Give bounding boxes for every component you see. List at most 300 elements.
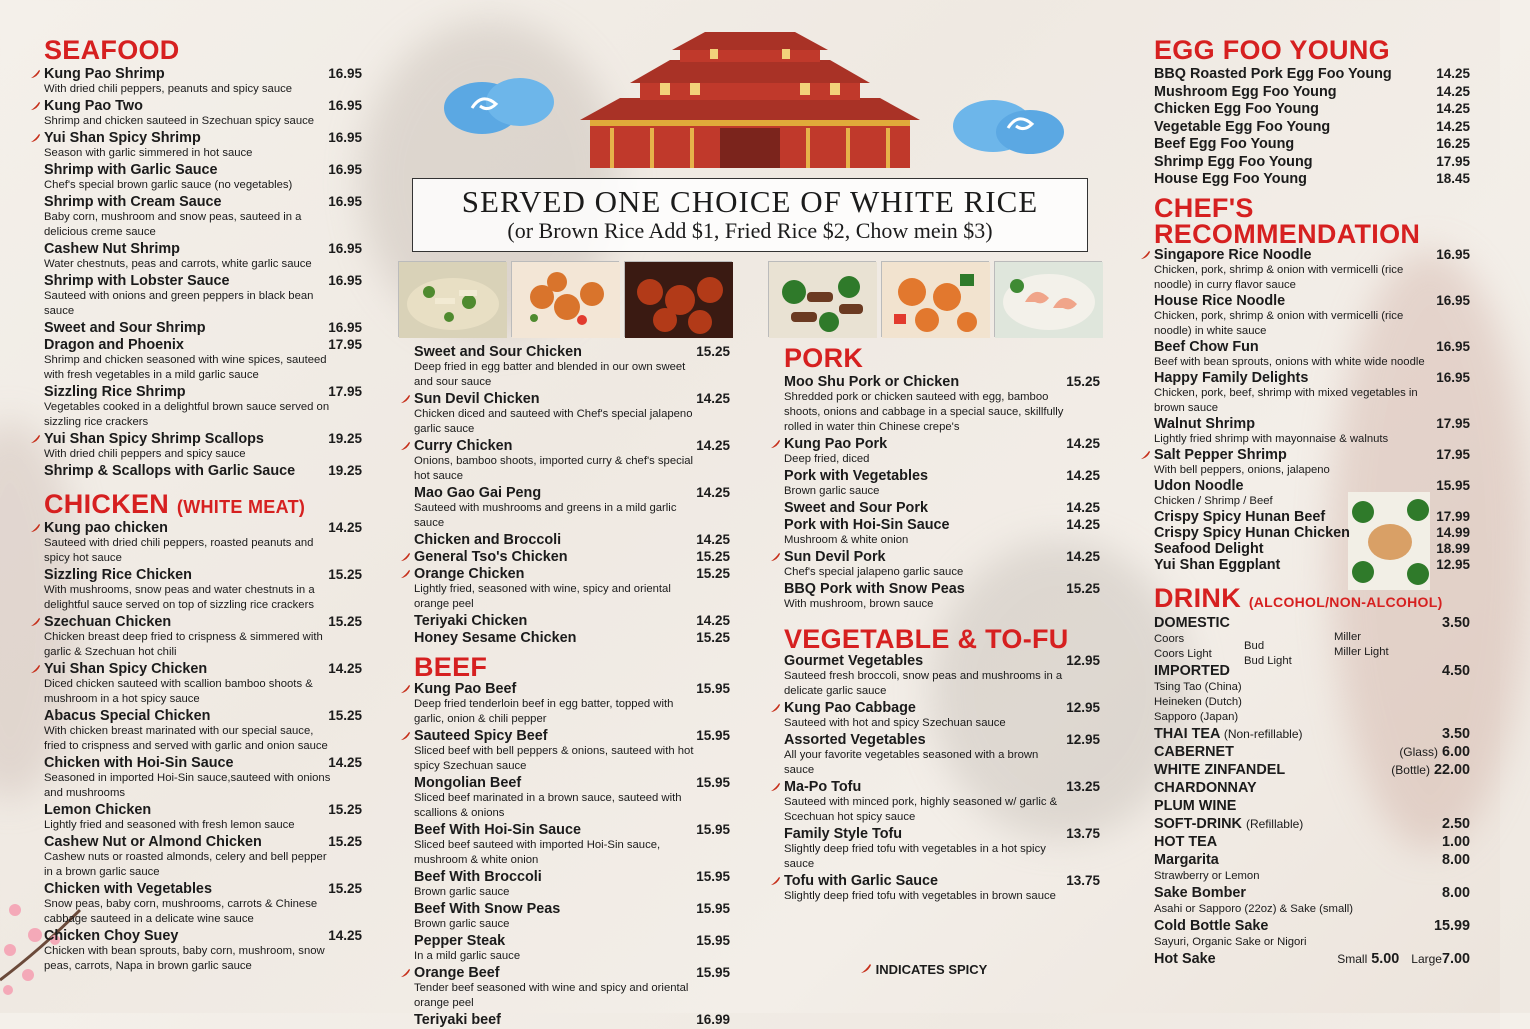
menu-item-name: Pork with Vegetables <box>784 468 928 484</box>
drink-price: 1.00 <box>1441 834 1470 850</box>
menu-item-name: Mongolian Beef <box>414 775 522 791</box>
chili-pepper-icon <box>30 523 41 533</box>
menu-item-price: 15.25 <box>696 630 730 645</box>
menu-item-price: 14.25 <box>328 928 362 943</box>
drink-price: 5.00 <box>1371 951 1400 967</box>
menu-item-description: With mushrooms, snow peas and water chestnuts in a delightful sauce served on top of sizzling rice crackers <box>44 584 315 611</box>
menu-item-price: 15.95 <box>696 728 730 743</box>
drink-white-zinfandel <box>1154 761 1470 779</box>
menu-item <box>770 732 1100 778</box>
menu-item-name: Chicken with Hoi-Sin Sauce <box>44 755 234 771</box>
menu-item-price: 16.95 <box>1436 339 1470 354</box>
drink-price: 7.00 <box>1441 951 1470 967</box>
menu-item <box>400 728 730 774</box>
menu-item-name: Sweet and Sour Shrimp <box>44 320 206 336</box>
menu-item-description: Deep fried tenderloin beef in egg batter, topped with garlic, onion & chili pepper <box>414 698 674 725</box>
menu-item-description: Vegetables cooked in a delightful brown sauce served on sizzling rice crackers <box>44 401 330 428</box>
menu-item-name: Shrimp with Cream Sauce <box>44 194 222 210</box>
menu-item-price: 14.25 <box>1066 549 1100 564</box>
brand: Heineken (Dutch) <box>1154 696 1242 708</box>
drink-domestic <box>1154 614 1470 632</box>
menu-item-price: 16.95 <box>328 320 362 335</box>
menu-item <box>400 485 730 531</box>
menu-item <box>400 822 730 868</box>
menu-item-description: Shrimp and chicken seasoned with wine spices, sauteed with fresh vegetables in a mild garlic sauce <box>44 354 327 381</box>
menu-item-name: Honey Sesame Chicken <box>414 630 577 646</box>
drink-desc: Asahi or Sapporo (22oz) & Sake (small) <box>1154 903 1354 915</box>
food-photo-sweet-sour <box>511 261 619 337</box>
menu-item <box>400 933 730 964</box>
chili-pepper-icon <box>400 394 411 404</box>
menu-item-description: Sauteed with mushrooms and greens in a mild garlic sauce <box>414 502 677 529</box>
menu-item-price: 14.25 <box>1436 83 1470 99</box>
menu-item-name: Cashew Nut Shrimp <box>44 241 180 257</box>
menu-item-name: Orange Chicken <box>414 566 525 582</box>
menu-item <box>1140 339 1470 370</box>
chef-title <box>1154 195 1470 247</box>
drink-soft-drink <box>1154 815 1470 833</box>
menu-item-price: 19.25 <box>328 463 362 478</box>
menu-item-name: Yui Shan Spicy Chicken <box>44 661 208 677</box>
menu-item-name: Shrimp Egg Foo Young <box>1154 153 1313 170</box>
menu-item-description: Brown garlic sauce <box>414 886 510 898</box>
menu-item-price: 15.25 <box>328 881 362 896</box>
menu-item-price: 14.25 <box>1066 468 1100 483</box>
menu-item-price: 14.25 <box>696 485 730 500</box>
menu-item-name: Tofu with Garlic Sauce <box>784 873 939 889</box>
menu-item-description: Sliced beef sauteed with imported Hoi-Sin sauce, mushroom & white onion <box>414 839 661 866</box>
vegetable-list <box>770 653 1100 904</box>
drink-title <box>1154 585 1470 612</box>
menu-item-name: Orange Beef <box>414 965 500 981</box>
food-photo-sweet-sour-pork <box>881 261 989 337</box>
menu-item-name: Kung Pao Beef <box>414 681 517 697</box>
menu-item-name: Shrimp & Scallops with Garlic Sauce <box>44 463 296 479</box>
menu-item-description: Tender beef seasoned with wine and spicy and oriental orange peel <box>414 982 689 1009</box>
drink-note: (Refillable) <box>1245 817 1304 831</box>
menu-item-price: 16.95 <box>328 66 362 81</box>
menu-item-price: 15.25 <box>696 344 730 359</box>
drink-label: CABERNET <box>1154 744 1234 760</box>
menu-item-name: Sweet and Sour Pork <box>784 500 928 516</box>
chili-pepper-icon <box>770 876 781 886</box>
menu-item-price: 16.95 <box>328 241 362 256</box>
menu-item <box>1140 447 1470 478</box>
menu-item-price: 14.25 <box>696 391 730 406</box>
menu-item <box>30 130 362 161</box>
drink-label: HOT TEA <box>1154 834 1218 850</box>
menu-item-description: Baby corn, mushroom and snow peas, sauteed in a delicious creme sauce <box>44 211 302 238</box>
menu-item-name: Sizzling Rice Chicken <box>44 567 192 583</box>
menu-item <box>1140 478 1470 509</box>
drink-label: SOFT-DRINK <box>1154 816 1242 832</box>
menu-item-name: Szechuan Chicken <box>44 614 172 630</box>
menu-item <box>30 881 362 927</box>
menu-item-description: Chef's special brown garlic sauce (no vegetables) <box>44 179 293 191</box>
menu-item <box>30 162 362 193</box>
menu-item-price: 15.25 <box>328 802 362 817</box>
cloud-right <box>948 92 1068 162</box>
menu-item-name: BBQ Pork with Snow Peas <box>784 581 965 597</box>
menu-item-price: 15.95 <box>696 869 730 884</box>
menu-item-price: 16.99 <box>696 1012 730 1027</box>
menu-item-price: 17.95 <box>1436 416 1470 431</box>
menu-item <box>400 566 730 612</box>
menu-item <box>30 463 362 479</box>
menu-item-description: Onions, bamboo shoots, imported curry & chef's special hot sauce <box>414 455 694 482</box>
menu-item-description: Mushroom & white onion <box>784 534 909 546</box>
menu-item <box>30 431 362 462</box>
drink-title-text: DRINK <box>1154 583 1241 613</box>
menu-item <box>30 66 362 97</box>
chili-pepper-icon <box>400 569 411 579</box>
menu-item-price: 15.25 <box>328 567 362 582</box>
menu-item <box>30 320 362 336</box>
drink-list <box>1140 614 1470 968</box>
menu-item-name: Beef With Snow Peas <box>414 901 561 917</box>
column-4 <box>1140 37 1470 968</box>
menu-item-price: 14.25 <box>1436 101 1470 116</box>
food-photo-shrimp <box>994 261 1102 337</box>
drink-imported-brands <box>1154 680 1470 725</box>
chili-pepper-icon <box>400 552 411 562</box>
menu-item-name: Sweet and Sour Chicken <box>414 344 582 360</box>
menu-item <box>1140 66 1470 82</box>
drink-price: 2.50 <box>1441 816 1470 832</box>
menu-item-name: Curry Chicken <box>414 438 513 454</box>
menu-item-name: Cashew Nut or Almond Chicken <box>44 834 262 850</box>
drink-cabernet <box>1154 743 1470 761</box>
menu-item <box>770 549 1100 580</box>
menu-item-name: Beef With Hoi-Sin Sauce <box>414 822 581 838</box>
menu-item <box>400 965 730 1011</box>
menu-item-description: Beef with bean sprouts, onions with white wide noodle <box>1154 356 1425 368</box>
food-photo-chicken <box>398 261 506 337</box>
menu-item-name: Assorted Vegetables <box>784 732 926 748</box>
menu-item-price: 18.45 <box>1436 171 1470 186</box>
menu-item-price: 18.99 <box>1436 541 1470 556</box>
chicken-title-text: CHICKEN <box>44 489 170 519</box>
menu-item-name: House Rice Noodle <box>1154 293 1286 309</box>
chef-title-line1: CHEF'S <box>1154 193 1254 223</box>
menu-item-name: BBQ Roasted Pork Egg Foo Young <box>1154 66 1392 82</box>
brand: Sapporo (Japan) <box>1154 711 1239 723</box>
menu-item-name: Chicken Egg Foo Young <box>1154 101 1319 117</box>
menu-item <box>30 98 362 129</box>
seafood-list <box>30 66 362 479</box>
menu-item-name: Chicken and Broccoli <box>414 532 562 548</box>
chili-pepper-icon <box>400 731 411 741</box>
drink-price: 15.99 <box>1433 918 1470 934</box>
chicken-title-sub: (WHITE MEAT) <box>176 497 306 517</box>
menu-item-price: 15.25 <box>328 708 362 723</box>
menu-item <box>770 700 1100 731</box>
menu-item-name: Family Style Tofu <box>784 826 903 842</box>
menu-item-price: 14.25 <box>1066 436 1100 451</box>
menu-item <box>400 438 730 484</box>
menu-item-description: Sauteed with minced pork, highly seasoned w/ garlic & Scechuan hot spicy sauce <box>784 796 1058 823</box>
menu-item-price: 13.75 <box>1066 826 1100 841</box>
menu-item-name: Teriyaki Chicken <box>414 613 528 629</box>
menu-item <box>1140 119 1470 135</box>
menu-item-description: Shrimp and chicken sauteed in Szechuan spicy sauce <box>44 115 315 127</box>
menu-item-name: Kung Pao Cabbage <box>784 700 916 716</box>
menu-item-name: Mao Gao Gai Peng <box>414 485 542 501</box>
menu-item-description: Sauteed fresh broccoli, snow peas and mushrooms in a delicate garlic sauce <box>784 670 1063 697</box>
menu-item-price: 17.95 <box>328 337 362 352</box>
menu-item <box>1140 101 1470 117</box>
menu-item-description: With chicken breast marinated with our special sauce, fried to crispness and served with garlic and onion sauce <box>44 725 328 752</box>
chili-pepper-icon <box>770 782 781 792</box>
drink-cold-sake <box>1154 917 1470 935</box>
drink-label: THAI TEA <box>1154 726 1220 742</box>
egg-foo-young-title: EGG FOO YOUNG <box>1154 35 1390 65</box>
chili-pepper-icon <box>30 69 41 79</box>
menu-item <box>400 344 730 390</box>
column-1 <box>30 37 362 975</box>
menu-item-description: Water chestnuts, peas and carrots, white garlic sauce <box>44 258 312 270</box>
menu-item-price: 12.95 <box>1066 732 1100 747</box>
menu-item-price: 13.25 <box>1066 779 1100 794</box>
menu-item-name: Chicken Choy Suey <box>44 928 179 944</box>
menu-item <box>30 834 362 880</box>
menu-item-price: 14.25 <box>1436 118 1470 134</box>
drink-thai-tea <box>1154 725 1470 743</box>
brand: Miller Light <box>1334 646 1389 658</box>
pork-list <box>770 374 1100 612</box>
drink-label: WHITE ZINFANDEL <box>1154 762 1286 778</box>
menu-item-price: 17.95 <box>1436 153 1470 169</box>
menu-item <box>30 273 362 319</box>
drink-note: (Non-refillable) <box>1223 727 1303 741</box>
menu-item-price: 16.95 <box>328 194 362 209</box>
beef-title: BEEF <box>414 652 488 682</box>
menu-item-name: Yui Shan Spicy Shrimp Scallops <box>44 431 264 447</box>
chili-pepper-icon <box>1140 450 1151 460</box>
menu-item-description: With dried chili peppers and spicy sauce <box>44 448 246 460</box>
menu-item-description: Lightly fried shrimp with mayonnaise & walnuts <box>1154 433 1389 445</box>
menu-item-price: 14.25 <box>328 755 362 770</box>
rice-banner-line2: (or Brown Rice Add $1, Fried Rice $2, Chow mein $3) <box>507 218 993 243</box>
rice-banner <box>412 178 1088 252</box>
menu-item-description: Chicken, pork, beef, shrimp with mixed vegetables in brown sauce <box>1154 387 1418 414</box>
chili-pepper-icon <box>30 434 41 444</box>
menu-item-description: Deep fried, diced <box>784 453 870 465</box>
menu-item <box>30 520 362 566</box>
drink-price: 8.00 <box>1441 885 1470 901</box>
menu-item-name: Dragon and Phoenix <box>44 337 184 353</box>
drink-size-label: Large <box>1411 952 1442 966</box>
menu-item-price: 16.95 <box>328 162 362 177</box>
drink-note: (Glass) <box>1399 745 1438 759</box>
menu-item-name: Kung pao chicken <box>44 520 168 536</box>
menu-item-name: Sun Devil Pork <box>784 549 886 565</box>
menu-item-price: 15.95 <box>696 933 730 948</box>
menu-item-name: Yui Shan Eggplant <box>1154 557 1281 573</box>
menu-item-name: Kung Pao Pork <box>784 436 888 452</box>
menu-item-name: Udon Noodle <box>1154 478 1244 494</box>
menu-item <box>400 1012 730 1028</box>
column-3 <box>770 345 1100 905</box>
menu-item-price: 17.99 <box>1436 509 1470 524</box>
chili-pepper-icon <box>400 968 411 978</box>
menu-item <box>1140 84 1470 100</box>
spicy-legend <box>860 962 987 977</box>
drink-domestic-brands <box>1154 631 1470 667</box>
food-photo-general-tso <box>624 261 732 337</box>
menu-item-price: 12.95 <box>1066 653 1100 668</box>
menu-item-price: 16.95 <box>328 98 362 113</box>
drink-desc: Sayuri, Organic Sake or Nigori <box>1154 936 1307 948</box>
drink-imported-label: IMPORTED <box>1154 663 1230 679</box>
drink-price: 6.00 <box>1441 744 1470 760</box>
menu-item-price: 15.25 <box>1066 581 1100 596</box>
menu-item-name: Vegetable Egg Foo Young <box>1154 118 1331 135</box>
drink-imported <box>1154 662 1470 680</box>
menu-item-price: 15.25 <box>328 614 362 629</box>
menu-item-description: Chicken / Shrimp / Beef <box>1154 495 1273 507</box>
drink-domestic-label: DOMESTIC <box>1154 615 1230 631</box>
menu-item-name: General Tso's Chicken <box>414 549 568 565</box>
menu-item-price: 14.25 <box>696 613 730 628</box>
menu-item-description: Deep fried in egg batter and blended in our own sweet and sour sauce <box>414 361 686 388</box>
menu-item-description: Snow peas, baby corn, mushrooms, carrots & Chinese cabbage sauteed in a delicate wine sauce <box>44 898 318 925</box>
menu-item <box>1140 171 1470 187</box>
egg-foo-young-list <box>1140 66 1470 187</box>
menu-item-description: Chicken with bean sprouts, baby corn, mushroom, snow peas, carrots, Napa in brown garlic sauce <box>44 945 325 972</box>
chili-pepper-icon <box>1140 250 1151 260</box>
chili-pepper-icon <box>860 963 872 974</box>
menu-item-name: Sizzling Rice Shrimp <box>44 384 186 400</box>
menu-item-price: 15.25 <box>696 549 730 564</box>
chili-pepper-icon <box>770 552 781 562</box>
menu-item-name: Yui Shan Spicy Shrimp <box>44 130 201 146</box>
menu-item-price: 15.25 <box>696 566 730 581</box>
menu-item <box>30 661 362 707</box>
menu-item-price: 14.25 <box>696 532 730 547</box>
menu-item <box>30 802 362 833</box>
menu-item <box>400 775 730 821</box>
menu-item <box>1140 525 1470 541</box>
menu-item-description: Brown garlic sauce <box>784 485 880 497</box>
menu-item-price: 15.95 <box>696 681 730 696</box>
menu-item <box>1140 247 1470 293</box>
spicy-legend-text: INDICATES SPICY <box>875 962 988 977</box>
menu-item-price: 15.25 <box>1066 374 1100 389</box>
menu-item <box>770 826 1100 872</box>
drink-chardonnay <box>1154 779 1470 797</box>
menu-item-description: With bell peppers, onions, jalapeno <box>1154 464 1330 476</box>
menu-item <box>30 384 362 430</box>
menu-item-description: With dried chili peppers, peanuts and spicy sauce <box>44 83 293 95</box>
pagoda-illustration <box>580 28 920 168</box>
chili-pepper-icon <box>770 703 781 713</box>
menu-item-description: Cashew nuts or roasted almonds, celery and bell pepper in a brown garlic sauce <box>44 851 327 878</box>
menu-item-price: 14.25 <box>328 520 362 535</box>
menu-item <box>1140 370 1470 416</box>
menu-item-description: Lightly fried and seasoned with fresh lemon sauce <box>44 819 295 831</box>
menu-item-name: Beef Chow Fun <box>1154 339 1259 355</box>
menu-item-description: Sauteed with onions and green peppers in black bean sauce <box>44 290 314 317</box>
menu-item <box>400 869 730 900</box>
menu-item <box>770 517 1100 548</box>
drink-domestic-price: 3.50 <box>1441 615 1470 631</box>
menu-item-name: Mushroom Egg Foo Young <box>1154 83 1337 100</box>
chili-pepper-icon <box>30 133 41 143</box>
chili-pepper-icon <box>30 101 41 111</box>
menu-item <box>770 500 1100 516</box>
menu-item-name: Beef Egg Foo Young <box>1154 136 1295 152</box>
menu-item-description: With mushroom, brown sauce <box>784 598 934 610</box>
drink-label: Sake Bomber <box>1154 885 1246 901</box>
menu-item-description: Sauteed with hot and spicy Szechuan sauce <box>784 717 1006 729</box>
menu-item <box>30 928 362 974</box>
drink-title-sub: (ALCOHOL/NON-ALCOHOL) <box>1248 594 1443 610</box>
menu-item <box>400 532 730 548</box>
menu-item-price: 16.95 <box>1436 247 1470 262</box>
menu-item <box>30 708 362 754</box>
menu-item-name: Crispy Spicy Hunan Beef <box>1154 509 1326 525</box>
menu-item-name: Abacus Special Chicken <box>44 708 211 724</box>
menu-item <box>1140 136 1470 152</box>
menu-item-description: Diced chicken sauteed with scallion bamboo shoots & mushroom in a hot spicy sauce <box>44 678 313 705</box>
menu-item-description: Chicken breast deep fried to crispness & simmered with garlic & Szechuan hot chili <box>44 631 323 658</box>
menu-item-name: Crispy Spicy Hunan Chicken <box>1154 525 1350 541</box>
menu-item <box>1140 416 1470 447</box>
pork-title: PORK <box>784 343 864 373</box>
drink-size-label: Small <box>1337 952 1368 966</box>
drink-plum-wine <box>1154 797 1470 815</box>
menu-item-description: Season with garlic simmered in hot sauce <box>44 147 253 159</box>
drink-label: Margarita <box>1154 852 1219 868</box>
menu-item <box>400 681 730 727</box>
brand: Bud <box>1244 640 1265 652</box>
menu-item-price: 16.95 <box>1436 370 1470 385</box>
menu-item <box>1140 293 1470 339</box>
menu-item <box>1140 509 1470 525</box>
menu-item <box>1140 541 1470 557</box>
menu-item <box>30 337 362 383</box>
drink-hot-tea <box>1154 833 1470 851</box>
menu-item <box>770 653 1100 699</box>
drink-hot-sake <box>1154 950 1470 968</box>
menu-item <box>770 779 1100 825</box>
menu-item-price: 19.25 <box>328 431 362 446</box>
menu-item-name: Gourmet Vegetables <box>784 653 924 669</box>
brand: Bud Light <box>1244 655 1292 667</box>
menu-item-price: 15.25 <box>328 834 362 849</box>
column-2 <box>400 344 730 1029</box>
menu-item <box>30 567 362 613</box>
menu-item-name: Pork with Hoi-Sin Sauce <box>784 517 950 533</box>
menu-item-price: 15.95 <box>1436 478 1470 493</box>
menu-item-description: Chicken, pork, shrimp & onion with vermicelli (rice noodle) in white sauce <box>1154 310 1404 337</box>
menu-item-name: Happy Family Delights <box>1154 370 1309 386</box>
menu-item-name: Seafood Delight <box>1154 541 1264 557</box>
menu-item-price: 16.95 <box>1436 293 1470 308</box>
chili-pepper-icon <box>400 684 411 694</box>
menu-item-price: 14.25 <box>328 661 362 676</box>
brand: Tsing Tao (China) <box>1154 681 1242 693</box>
menu-item <box>30 614 362 660</box>
brand: Coors Light <box>1154 648 1212 660</box>
menu-item-description: Sliced beef with bell peppers & onions, sauteed with hot spicy Szechuan sauce <box>414 745 694 772</box>
menu-item-description: Lightly fried, seasoned with wine, spicy and oriental orange peel <box>414 583 671 610</box>
menu-item <box>770 468 1100 499</box>
seafood-title: SEAFOOD <box>44 35 180 65</box>
chili-pepper-icon <box>400 441 411 451</box>
menu-item-name: House Egg Foo Young <box>1154 171 1307 187</box>
